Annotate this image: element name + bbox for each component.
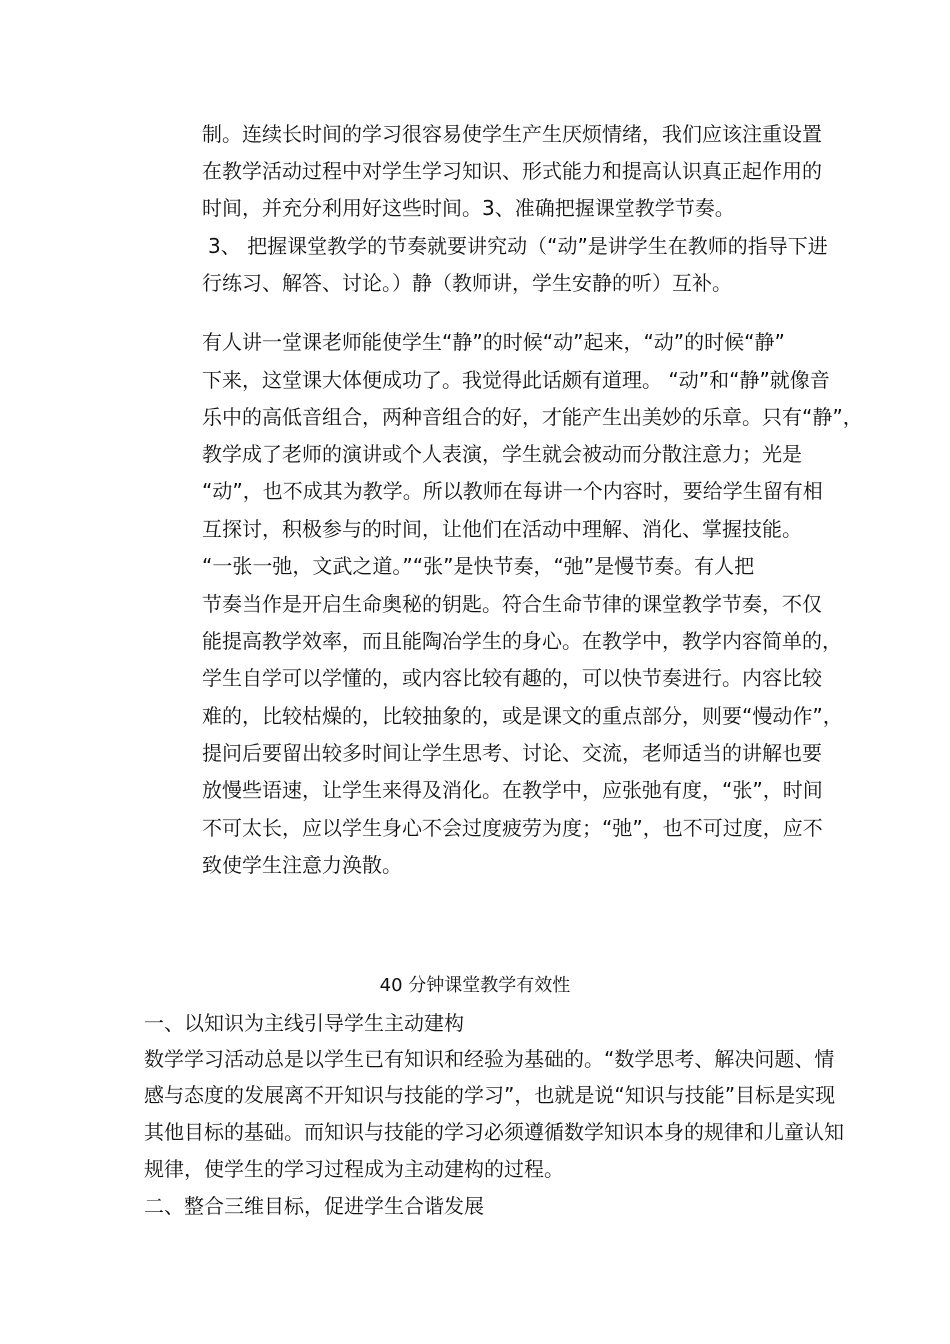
paragraph-line: 在教学活动过程中对学生学习知识、形式能力和提高认识真正起作用的	[202, 159, 822, 183]
paragraph-line: 难的，比较枯燥的，比较抽象的，或是课文的重点部分，则要“慢动作”，	[202, 704, 843, 728]
paragraph-line: 制。连续长时间的学习很容易使学生产生厌烦情绪，我们应该注重设置	[202, 122, 822, 146]
paragraph-line: 其他目标的基础。而知识与技能的学习必须遵循数学知识本身的规律和儿童认知	[144, 1120, 844, 1144]
paragraph-line: 时间，并充分利用好这些时间。3、准确把握课堂教学节奏。	[202, 196, 735, 220]
paragraph-line: 数学学习活动总是以学生已有知识和经验为基础的。“数学思考、解决问题、情	[144, 1047, 835, 1071]
paragraph-line: 互探讨，积极参与的时间，让他们在活动中理解、消化、掌握技能。	[202, 517, 802, 541]
paragraph-line: 节奏当作是开启生命奥秘的钥匙。符合生命节律的课堂教学节奏，不仅	[202, 592, 822, 616]
paragraph-line: 能提高教学效率，而且能陶冶学生的身心。在教学中，教学内容简单的，	[202, 629, 842, 653]
paragraph-line: “动”，也不成其为教学。所以教师在每讲一个内容时，要给学生留有相	[202, 479, 823, 503]
paragraph-line: 致使学生注意力涣散。	[202, 853, 402, 877]
paragraph-line: 下来，这堂课大体便成功了。我觉得此话颇有道理。 “动”和“静”就像音	[202, 368, 830, 392]
paragraph-line: 规律，使学生的学习过程成为主动建构的过程。	[144, 1157, 564, 1181]
heading-line: 二、整合三维目标，促进学生合谐发展	[144, 1194, 484, 1218]
paragraph-line: 3、 把握课堂教学的节奏就要讲究动（“动”是讲学生在教师的指导下进	[208, 234, 828, 258]
paragraph-line: 不可太长，应以学生身心不会过度疲劳为度；“弛”，也不可过度，应不	[202, 816, 823, 840]
paragraph-line: 行练习、解答、讨论。）静（教师讲，学生安静的听）互补。	[202, 271, 732, 295]
heading-line: 一、以知识为主线引导学生主动建构	[144, 1011, 464, 1035]
paragraph-line: 感与态度的发展离不开知识与技能的学习”，也就是说“知识与技能”目标是实现	[144, 1083, 836, 1107]
section-title: 40 分钟课堂教学有效性	[379, 975, 571, 996]
paragraph-line: 放慢些语速，让学生来得及消化。在教学中，应张弛有度，“张”，时间	[202, 778, 823, 802]
paragraph-line: 提问后要留出较多时间让学生思考、讨论、交流，老师适当的讲解也要	[202, 741, 822, 765]
paragraph-line: 学生自学可以学懂的，或内容比较有趣的，可以快节奏进行。内容比较	[202, 666, 822, 690]
paragraph-line: “一张一弛，文武之道。”“张”是快节奏，“弛”是慢节奏。有人把	[202, 554, 755, 578]
paragraph-line: 乐中的高低音组合，两种音组合的好，才能产生出美妙的乐章。只有“静”，	[202, 405, 863, 429]
paragraph-line: 有人讲一堂课老师能使学生“静”的时候“动”起来，“动”的时候“静”	[202, 330, 785, 354]
paragraph-line: 教学成了老师的演讲或个人表演，学生就会被动而分散注意力；光是	[202, 442, 802, 466]
